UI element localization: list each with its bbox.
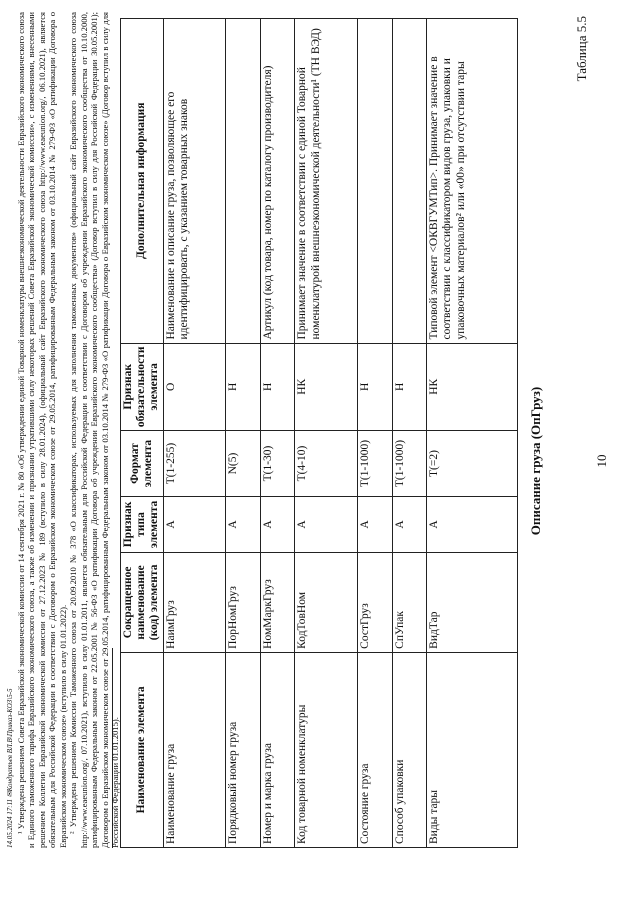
header-mandatory-flag: Признак обязательности элемента xyxy=(121,343,164,431)
table-number-label: Таблица 5.5 xyxy=(574,16,589,82)
cell-short-code: НомМаркГруз xyxy=(260,552,295,652)
cell-mandatory-flag: О xyxy=(163,343,226,431)
cell-additional-info: Артикул (код товара, номер по каталогу производителя) xyxy=(260,19,295,344)
cell-short-code: НаимГруз xyxy=(163,552,226,652)
cell-mandatory-flag: Н xyxy=(226,343,261,431)
cell-additional-info xyxy=(392,19,427,344)
cell-mandatory-flag: Н xyxy=(260,343,295,431)
cell-element-type: А xyxy=(260,496,295,552)
header-element-type: Признак типа элемента xyxy=(121,496,164,552)
cell-element-name: Способ упаковки xyxy=(392,652,427,847)
table-row xyxy=(427,19,518,848)
cell-mandatory-flag: НК xyxy=(295,343,358,431)
table-title: Описание груза (ОпГруз) xyxy=(528,386,543,536)
cargo-description-table xyxy=(120,18,518,848)
table-row xyxy=(260,19,295,848)
footnote-1: ¹ Утверждена решением Совета Евразийской экономической комиссии от 14 сентября 2021 г. № 80 «Об утверждении единой Товарной номенклатуры внешнеэкономической деятельности Евразийского экономического союза и Единого таможенного тарифа Евразийского экономического союза, а также об изменении и признании утратившими силу некоторых решений Совета Евразийской экономической комиссии», с изменениями, внесенными решением Коллегии Евразийской экономической комиссии от 27.12.2023 № 189 (вступило в силу 28.01.2024), (официальный сайт Евразийского экономического союза http://www.eaeunion.org/, 06.10.2021), является обязательным для Российской Федерации в соответствии с Договором о Евразийском экономическом союзе от 29.05.2014, ратифицированным Федеральным законом от 03.10.2014 № 279-ФЗ «О ратификации Договора о Евразийском экономическом союзе» (вступило в силу 01.01.2022). xyxy=(16,12,68,848)
header-element-format: Формат элемента xyxy=(121,431,164,497)
header-element-name: Наименование элемента xyxy=(121,652,164,847)
cell-element-format: T(4-10) xyxy=(295,431,358,497)
table-row xyxy=(226,19,261,848)
cell-short-code: СостГруз xyxy=(358,552,393,652)
cell-element-format: T(1-255) xyxy=(163,431,226,497)
cell-short-code: СпУпак xyxy=(392,552,427,652)
cell-short-code: ВидТар xyxy=(427,552,518,652)
cell-element-format: T(=2) xyxy=(427,431,518,497)
header-short-code: Сокращенное наименование (код) элемента xyxy=(121,552,164,652)
cell-element-type: А xyxy=(358,496,393,552)
cell-additional-info: Наименование и описание груза, позволяющее его идентифицировать, с указанием товарных знаков xyxy=(163,19,226,344)
cell-element-type: А xyxy=(163,496,226,552)
footnote-2: ² Утверждена решением Комиссии Таможенного союза от 20.09.2010 № 378 «О классификаторах, используемых для заполнения таможенных документов» (официальный сайт Евразийского экономического союза http://www.eaeunion.org/, 07.10.2021), вступило в силу 01.01.2011, является обязательным для Российской Федерации в соответствии с Договором об учреждении Евразийского экономического сообщества от 10.10.2000, ратифицированным Федеральным законом от 22.05.2001 № 56-ФЗ «О ратификации Договора об учреждении Евразийского экономического сообщества» (Договор вступил в силу для Российской Федерации 30.05.2001); Договором о Евразийском экономическом союзе от 29.05.2014, ратифицированным Федеральным законом от 03.10.2014 № 279-ФЗ «О ратификации Договора о Евразийском экономическом союзе» (Договор вступил в силу для Российской Федерации 01.01.2015). xyxy=(68,12,121,848)
cell-element-type: А xyxy=(392,496,427,552)
cell-element-name: Порядковый номер груза xyxy=(226,652,261,847)
table-row xyxy=(295,19,358,848)
cell-element-type: А xyxy=(427,496,518,552)
cell-short-code: КодТовНом xyxy=(295,552,358,652)
cell-mandatory-flag: НК xyxy=(427,343,518,431)
table-row xyxy=(392,19,427,848)
cell-short-code: ПорНомГруз xyxy=(226,552,261,652)
footnotes xyxy=(16,12,121,848)
table-row xyxy=(163,19,226,848)
cell-element-format: T(1-1000) xyxy=(358,431,393,497)
page-number: 10 xyxy=(594,454,609,468)
cell-element-name: Номер и марка груза xyxy=(260,652,295,847)
cell-mandatory-flag: Н xyxy=(358,343,393,431)
cell-element-format: T(1-30) xyxy=(260,431,295,497)
cell-element-format: N(5) xyxy=(226,431,261,497)
cell-additional-info: Типовой элемент <ОКВГУМТип>. Принимает значение в соответствии с классификатором видов груза, упаковки и упаковочных материалов² или «00» при отсутствии тары xyxy=(427,19,518,344)
cell-element-name: Код товарной номенклатуры xyxy=(295,652,358,847)
cell-additional-info xyxy=(358,19,393,344)
cell-additional-info xyxy=(226,19,261,344)
cell-element-type: А xyxy=(295,496,358,552)
cell-element-name: Виды тары xyxy=(427,652,518,847)
cell-additional-info: Принимает значение в соответствии с единой Товарной номенклатурой внешнеэкономической деятельности¹ (ТН ВЭД) xyxy=(295,19,358,344)
table-header-row xyxy=(121,19,164,848)
print-stamp: 14.05.2024 17:11 ✉Кондратьев ВЛ.В\Приказ-КОЗ\5-5 xyxy=(6,688,14,848)
header-additional-info: Дополнительная информация xyxy=(121,19,164,344)
cell-mandatory-flag: Н xyxy=(392,343,427,431)
table-row xyxy=(358,19,393,848)
cell-element-name: Состояние груза xyxy=(358,652,393,847)
cell-element-name: Наименование груза xyxy=(163,652,226,847)
cell-element-type: А xyxy=(226,496,261,552)
cell-element-format: T(1-1000) xyxy=(392,431,427,497)
